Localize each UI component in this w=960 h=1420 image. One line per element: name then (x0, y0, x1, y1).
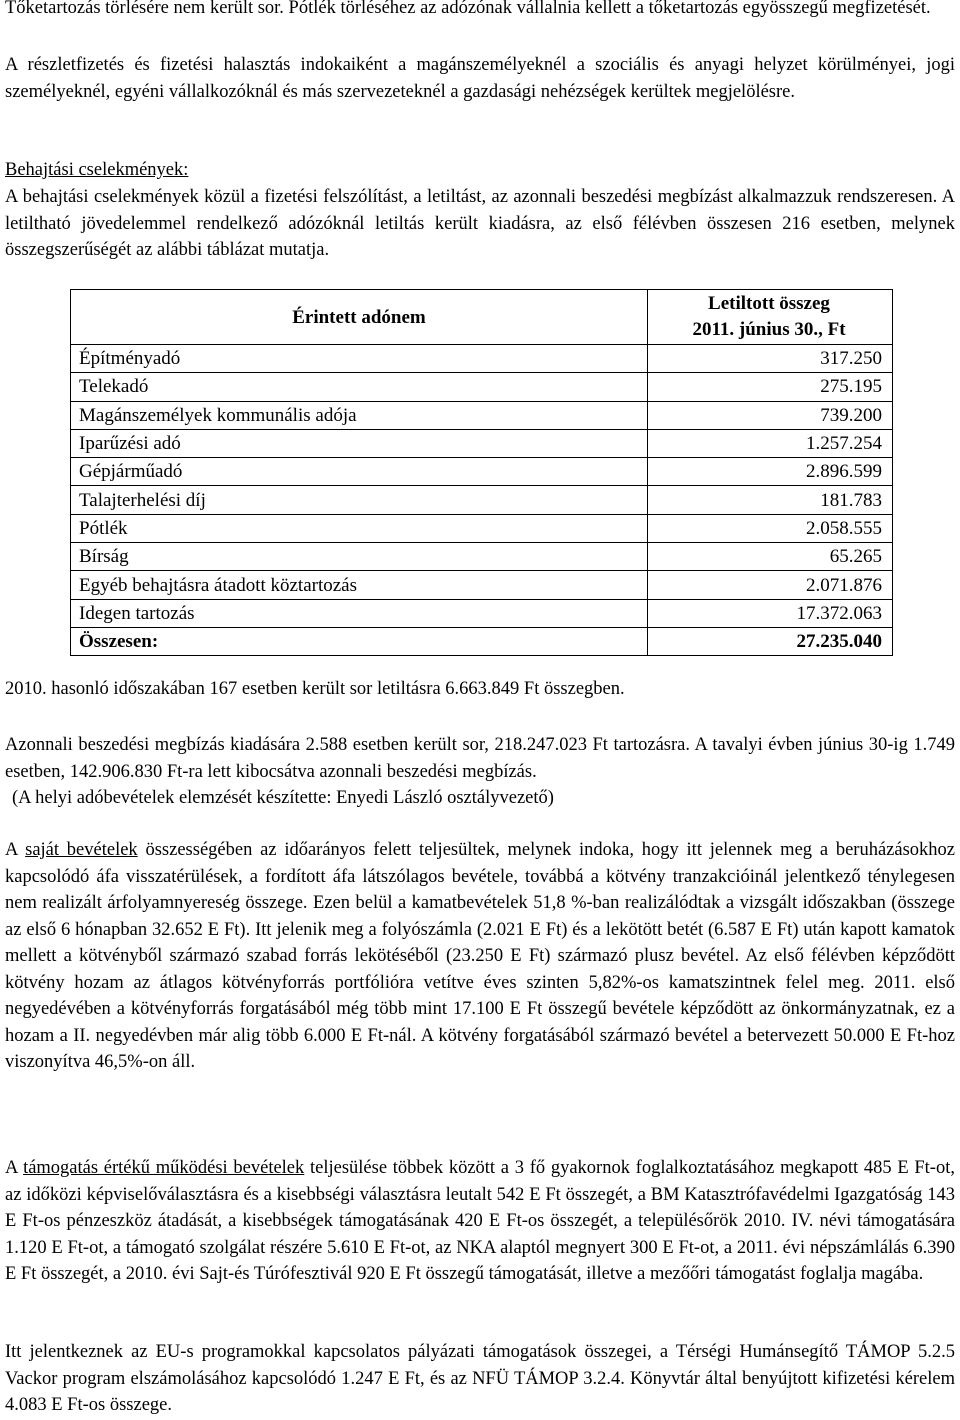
table-row (71, 514, 893, 542)
row-value: 2.896.599 (648, 458, 893, 486)
table-row (71, 373, 893, 401)
row-name: Telekadó (71, 373, 648, 401)
table-header-adonem: Érintett adónem (71, 290, 648, 345)
row-name: Gépjárműadó (71, 458, 648, 486)
table-row (71, 429, 893, 457)
azonnali-paragraph: Azonnali beszedési megbízás kiadására 2.588 esetben került sor, 218.247.023 Ft tartozásra. A tavalyi évben június 30-ig 1.749 esetben, 142.906.830 Ft-ra lett kibocsátva azonnali beszedési megbízás. (5, 735, 955, 782)
row-name: Iparűzési adó (71, 429, 648, 457)
table-row (71, 401, 893, 429)
row-name: Idegen tartozás (71, 599, 648, 627)
row-value: 1.257.254 (648, 429, 893, 457)
total-value: 27.235.040 (648, 627, 893, 655)
row-name: Bírság (71, 543, 648, 571)
table-row (71, 571, 893, 599)
sajat-rest: összességében az időarányos felett teljesültek, melynek indoka, hogy itt jelennek meg a beruházásokhoz kapcsolódó áfa visszatérülések, a fordított áfa látszólagos bevétele, továbbá a kötvény tranzakcióinál jelentkező ténylegesen nem realizált árfolyamnyereség összege. Ezen belül a kamatbevételek 51,8 %-ban realizálódtak a vizsgált időszakban (összege az első 6 hónapban 32.652 E Ft). Itt jelenik meg a folyószámla (2.021 E Ft) és a lekötött betét (6.587 E Ft) után kapott kamatok mellett a kötvényből származó szabad forrás lekötéséből (23.250 E Ft) származó plusz bevétel. Az első félévben képződött kötvény hozam az átlagos kötvényforrás portfólióra vetítve éves szinten 5,82%-os kamatszintnek felel meg. 2011. első negyedévében a kötvényforrás forgatásából még több mint 17.100 E Ft összegű bevétele képződött az önkormányzatnak, ez a hozam a II. negyedévben már alig több 6.000 E Ft-nál. A kötvény forgatásából származó bevétel a betervezett 50.000 E Ft-hoz viszonyítva 46,5%-on áll. (5, 840, 955, 1072)
tamogatas-paragraph (5, 1155, 955, 1288)
row-name: Magánszemélyek kommunális adója (71, 401, 648, 429)
author-note: (A helyi adóbevételek elemzését készítette: Enyedi László osztályvezető) (12, 788, 554, 808)
tamogatas-term: támogatás értékű működési bevételek (23, 1158, 305, 1178)
row-name: Talajterhelési díj (71, 486, 648, 514)
sajat-bevetelek-term: saját bevételek (25, 840, 138, 860)
table-header-osszeg-line2: 2011. június 30., Ft (692, 319, 846, 340)
eu-tamogatas-paragraph: Itt jelentkeznek az EU-s programokkal kapcsolatos pályázati támogatások összegei, a Térségi Humánsegítő TÁMOP 5.2.5 Vackor program elszámolásához kapcsolódó 1.247 E Ft, és az NFÜ TÁMOP 3.2.4. Könyvtár által benyújtott kifizetési kérelem 4.083 E Ft-os összege. (5, 1342, 955, 1415)
total-label: Összesen: (71, 627, 648, 655)
letiltas-2010-line: 2010. hasonló időszakában 167 esetben került sor letiltásra 6.663.849 Ft összegben. (5, 679, 625, 699)
letiltas-table (70, 289, 893, 656)
table-header-osszeg (648, 290, 893, 345)
row-value: 65.265 (648, 543, 893, 571)
row-value: 2.058.555 (648, 514, 893, 542)
row-value: 275.195 (648, 373, 893, 401)
row-value: 739.200 (648, 401, 893, 429)
row-value: 181.783 (648, 486, 893, 514)
table-row (71, 543, 893, 571)
row-value: 2.071.876 (648, 571, 893, 599)
row-name: Egyéb behajtásra átadott köztartozás (71, 571, 648, 599)
row-value: 17.372.063 (648, 599, 893, 627)
table-row (71, 345, 893, 373)
intro-paragraph-2: A részletfizetés és fizetési halasztás indokaiként a magánszemélyeknél a szociális és anyagi helyzet körülményei, jogi személyeknél, egyéni vállalkozóknál és más szervezeteknél a gazdasági nehézségek kerültek megjelölésre. (5, 55, 955, 102)
behajtas-paragraph: A behajtási cselekmények közül a fizetési felszólítást, a letiltást, az azonnali beszedési megbízást alkalmazzuk rendszeresen. A letiltható jövedelemmel rendelkező adózóknál letiltás került kiadásra, az első félévben összesen 216 esetben, melynek összegszerűségét az alábbi táblázat mutatja. (5, 187, 955, 260)
row-value: 317.250 (648, 345, 893, 373)
behajtas-heading: Behajtási cselekmények: (5, 160, 189, 180)
table-row (71, 486, 893, 514)
table-total-row (71, 627, 893, 655)
tamogatas-prefix: A (5, 1158, 24, 1178)
table-row (71, 599, 893, 627)
intro-line-1: Tőketartozás törlésére nem került sor. Pótlék törléséhez az adózónak vállalnia kellett a tőketartozás egyösszegű megfizetését. (5, 0, 931, 18)
table-header-osszeg-line1: Letiltott összeg (708, 293, 830, 314)
tamogatas-rest: teljesülése többek között a 3 fő gyakornok foglalkoztatásához megkapott 485 E Ft-ot, az időközi képviselőválasztásra és a kisebbségi választásra leutalt 542 E Ft összegét, a BM Katasztrófavédelmi Igazgatóság 143 E Ft-os pénzeszköz átadását, a kisebbségek támogatásának 420 E Ft-os összegét, a településőrök 2010. IV. névi támogatására 1.120 E Ft-ot, a támogató szolgálat részére 5.610 E Ft-ot, az NKA alaptól megnyert 300 E Ft-ot, a 2011. évi népszámlálás 6.390 E Ft összegét, a 2010. évi Sajt-és Túrófesztivál 920 E Ft összegű támogatását, illetve a mezőőri támogatást foglalja magába. (5, 1158, 955, 1284)
row-name: Építményadó (71, 345, 648, 373)
sajat-prefix: A (5, 840, 26, 860)
table-header-row (71, 290, 893, 345)
sajat-bevetelek-paragraph (5, 837, 955, 1076)
row-name: Pótlék (71, 514, 648, 542)
table-row (71, 458, 893, 486)
